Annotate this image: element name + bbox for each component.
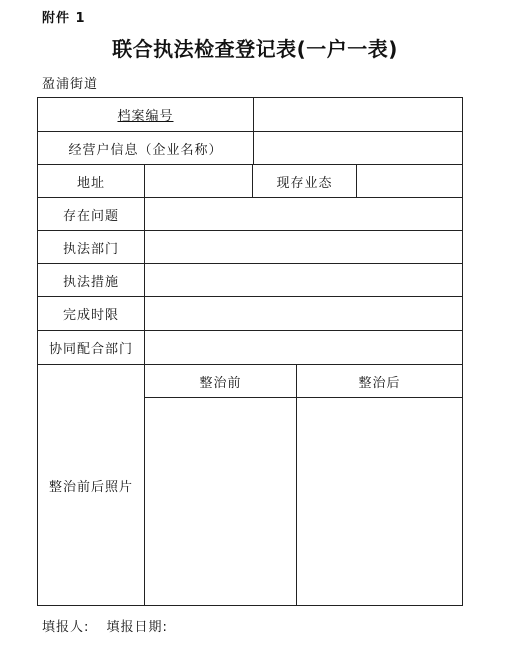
deadline-label: 完成时限 (62, 308, 119, 323)
after-header: 整治后 (358, 375, 401, 391)
problems-label: 存在问题 (62, 208, 119, 224)
filler-label: 填报人: (42, 620, 90, 635)
address-label: 地址 (76, 175, 105, 191)
enforcement-measures-field[interactable] (145, 264, 462, 296)
coop-dept-label: 协同配合部门 (48, 342, 133, 357)
current-business-field[interactable] (357, 165, 462, 197)
before-header: 整治前 (199, 375, 242, 391)
attachment-label: 附件 1 (42, 11, 86, 26)
problems-field[interactable] (145, 198, 462, 230)
enforcement-dept-field[interactable] (145, 231, 462, 263)
after-photo-area[interactable] (297, 398, 462, 605)
registration-form-table (37, 97, 463, 606)
street-name: 盈浦街道 (42, 77, 99, 92)
photos-label: 整治前后照片 (48, 479, 133, 495)
form-title: 联合执法检查登记表(一户一表) (112, 37, 398, 61)
footer-signature-line (42, 616, 180, 635)
archive-no-label: 档案编号 (117, 109, 174, 124)
before-photo-area[interactable] (145, 398, 296, 605)
archive-no-field[interactable] (254, 98, 462, 131)
merchant-info-label: 经营户信息（企业名称） (68, 142, 223, 158)
current-business-label: 现存业态 (276, 175, 333, 191)
fill-date-label: 填报日期: (106, 620, 168, 635)
deadline-field[interactable] (145, 297, 462, 330)
address-field[interactable] (145, 165, 252, 197)
enforcement-measures-label: 执法措施 (62, 274, 119, 290)
merchant-info-field[interactable] (254, 132, 462, 164)
coop-dept-field[interactable] (145, 331, 462, 364)
enforcement-dept-label: 执法部门 (62, 241, 119, 257)
